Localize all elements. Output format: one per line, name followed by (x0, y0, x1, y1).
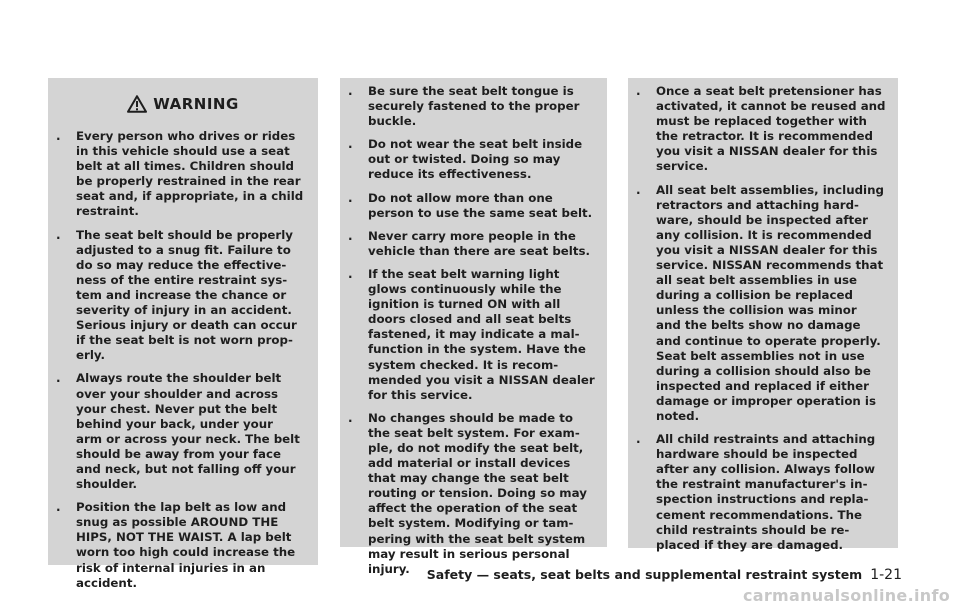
warning-text: The seat belt should be properly adjusted to a snug fit. Failure to do so may reduce the effective- ness of the entire restraint sys- tem and increase the chance or severity of injury in an accident. Serious injury or death can occur if the seat belt is not worn prop- erly. (76, 227, 297, 363)
bullet: . (636, 432, 641, 447)
warning-text: Do not allow more than one person to use the same seat belt. (368, 190, 593, 220)
bullet: . (636, 182, 641, 197)
warning-text: Position the lap belt as low and snug as possible AROUND THE HIPS, NOT THE WAIST. A lap belt worn too high could increase the risk of internal injuries in an accident. (76, 500, 296, 590)
warning-text: No changes should be made to the seat belt system. For exam- ple, do not modify the seat belt, add material or install devices that may change the seat belt routing or tension. Doing so may affect the operation of the seat belt system. Modifying or tam- pering with the seat belt system may result in serious personal injury. (368, 410, 587, 576)
warning-text: Once a seat belt pretensioner has activated, it cannot be reused and must be replaced together with the retractor. It is recommended you visit a NISSAN dealer for this service. (656, 84, 886, 174)
bullet: . (348, 410, 353, 425)
warning-list-item (634, 84, 892, 175)
warning-text: All child restraints and attaching hardware should be inspected after any collision. Always follow the restraint manufacturer's in- spection instructions and repla- cement recommendations. The child restraints should be re- placed if they are damaged. (656, 432, 876, 552)
warning-text: Every person who drives or rides in this vehicle should use a seat belt at all times. Children should be properly restrained in the rear seat and, if appropriate, in a child restraint. (76, 129, 304, 219)
warning-text: Be sure the seat belt tongue is securely fastened to the proper buckle. (368, 84, 580, 129)
warning-panel-column-3 (628, 78, 898, 552)
warning-panel-column-1 (48, 78, 318, 590)
bullet: . (636, 84, 641, 98)
bullet: . (348, 190, 353, 205)
bullet: . (56, 500, 61, 515)
warning-list-item (346, 137, 601, 182)
bullet: . (348, 84, 353, 98)
page-number: 1-21 (870, 567, 902, 583)
bullet: . (56, 371, 61, 386)
warning-text: Never carry more people in the vehicle than there are seat belts. (368, 228, 590, 258)
page-footer (427, 567, 902, 583)
bullet: . (348, 228, 353, 243)
warning-text: Do not wear the seat belt inside out or twisted. Doing so may reduce its effectiveness. (368, 137, 583, 182)
watermark: carmanualsonline.info (742, 586, 950, 605)
warning-list-item (54, 228, 312, 364)
warning-list-item (346, 229, 601, 259)
warning-list-item (346, 84, 601, 129)
warning-list-item (346, 191, 601, 221)
warning-list-column-3 (634, 84, 892, 561)
warning-list-item (634, 183, 892, 425)
warning-text: If the seat belt warning light glows continuously while the ignition is turned ON with all doors closed and all seat belts fastened, it may indicate a mal- function in the system. Have the system checked. It is recom- mended you visit a NISSAN dealer for this service. (368, 266, 595, 402)
warning-list-item (346, 267, 601, 403)
warning-header (48, 92, 318, 116)
bullet: . (56, 227, 61, 242)
warning-list-column-2 (346, 84, 601, 585)
bullet: . (348, 266, 353, 281)
warning-list-item (54, 371, 312, 492)
warning-triangle-icon (127, 95, 147, 113)
warning-text: Always route the shoulder belt over your shoulder and across your chest. Never put the belt behind your back, under your arm or across your neck. The belt should be away from your face and neck, but not falling off your shoulder. (76, 371, 300, 492)
section-title: Safety — seats, seat belts and supplemental restraint system (426, 567, 863, 582)
warning-panel-column-2 (340, 78, 607, 576)
bullet: . (348, 137, 353, 152)
warning-list-item (54, 129, 312, 220)
warning-list-item (54, 500, 312, 591)
warning-title: WARNING (153, 95, 239, 113)
warning-text: All seat belt assemblies, including retractors and attaching hard- ware, should be inspected after any collision. It is recommended you visit a NISSAN dealer for this service. NISSAN recommends that all seat belt assemblies in use during a collision be replaced unless the collision was minor and the belts show no damage and continue to operate properly. Seat belt assemblies not in use during a collision should also be inspected and replaced if either damage or improper operation is noted. (656, 182, 884, 423)
warning-list-item (634, 432, 892, 553)
warning-list-item (346, 411, 601, 577)
bullet: . (56, 129, 61, 143)
warning-list-column-1 (54, 129, 312, 599)
